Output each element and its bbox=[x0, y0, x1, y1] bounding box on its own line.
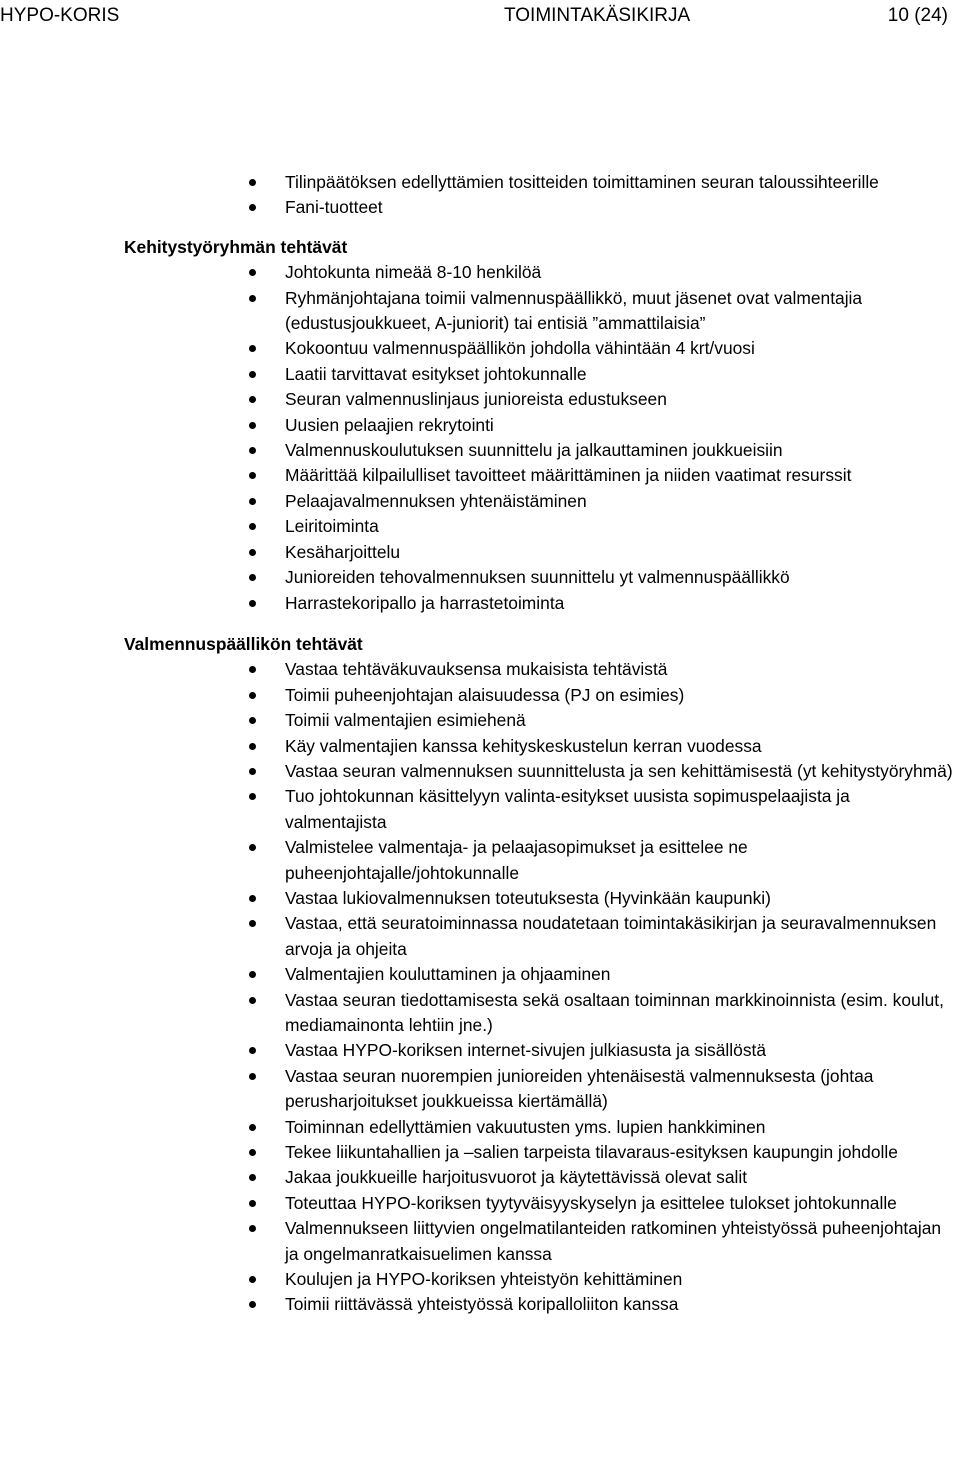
bullet-icon bbox=[249, 793, 256, 800]
list-item-text: Ryhmänjohtajana toimii valmennuspäällikkö, muut jäsenet ovat valmentajia (edustusjoukkueet, A-juniorit) tai entisiä ”ammattilaisia” bbox=[285, 287, 863, 334]
list-item bbox=[0, 1140, 960, 1165]
list-item bbox=[0, 413, 960, 438]
list-item-text: Uusien pelaajien rekrytointi bbox=[285, 414, 494, 435]
document-body bbox=[0, 170, 960, 1318]
list-item bbox=[0, 988, 960, 1039]
list-item-text: Vastaa tehtäväkuvauksensa mukaisista tehtävistä bbox=[285, 659, 668, 680]
list-item-text: Käy valmentajien kanssa kehityskeskustelun kerran vuodessa bbox=[285, 735, 762, 756]
list-item-text: Jakaa joukkueille harjoitusvuorot ja käytettävissä olevat salit bbox=[285, 1167, 748, 1188]
list-item bbox=[0, 1115, 960, 1140]
list-item-text: Toteuttaa HYPO-koriksen tyytyväisyyskyselyn ja esittelee tulokset johtokunnalle bbox=[285, 1192, 897, 1213]
bullet-icon bbox=[249, 549, 256, 556]
bullet-icon bbox=[249, 498, 256, 505]
section-heading-valmennuspaallikko: Valmennuspäällikön tehtävät bbox=[124, 633, 363, 654]
list-item bbox=[0, 540, 960, 565]
list-item-text: Leiritoiminta bbox=[285, 516, 379, 537]
bullet-icon bbox=[249, 523, 256, 530]
bullet-icon bbox=[249, 1200, 256, 1207]
bullet-icon bbox=[249, 666, 256, 673]
bullet-icon bbox=[249, 269, 256, 276]
list-item-text: Toiminnan edellyttämien vakuutusten yms. lupien hankkiminen bbox=[285, 1116, 766, 1137]
list-item bbox=[0, 1165, 960, 1190]
bullet-icon bbox=[249, 447, 256, 454]
list-item bbox=[0, 387, 960, 412]
list-item-text: Junioreiden tehovalmennuksen suunnittelu yt valmennuspäällikkö bbox=[285, 567, 790, 588]
bullet-icon bbox=[249, 717, 256, 724]
bullet-icon bbox=[249, 204, 256, 211]
list-item-text: Valmistelee valmentaja- ja pelaajasopimukset ja esittelee ne puheenjohtajalle/johtokunnalle bbox=[285, 837, 748, 883]
bullet-icon bbox=[249, 371, 256, 378]
bullet-icon bbox=[249, 1124, 256, 1131]
list-item bbox=[0, 886, 960, 911]
list-item bbox=[0, 835, 960, 886]
list-item bbox=[0, 565, 960, 590]
list-item bbox=[0, 514, 960, 539]
bullet-icon bbox=[249, 574, 256, 581]
bullet-icon bbox=[249, 1073, 256, 1080]
list-item bbox=[0, 336, 960, 361]
list-item bbox=[0, 784, 960, 835]
list-item bbox=[0, 286, 960, 337]
bullet-icon bbox=[249, 743, 256, 750]
list-item bbox=[0, 683, 960, 708]
list-item-text: Toimii riittävässä yhteistyössä koripalloliiton kanssa bbox=[285, 1294, 679, 1315]
list-item-text: Seuran valmennuslinjaus junioreista edustukseen bbox=[285, 389, 667, 410]
bullet-icon bbox=[249, 1301, 256, 1308]
bullet-icon bbox=[249, 179, 256, 186]
list-item bbox=[0, 1064, 960, 1115]
list-item bbox=[0, 438, 960, 463]
bullet-icon bbox=[249, 1225, 256, 1232]
list-item-text: Tilinpäätöksen edellyttämien tositteiden toimittaminen seuran taloussihteerille bbox=[285, 172, 879, 192]
list-item bbox=[0, 708, 960, 733]
list-item-text: Harrastekoripallo ja harrastetoiminta bbox=[285, 592, 565, 613]
list-item-text: Koulujen ja HYPO-koriksen yhteistyön kehittäminen bbox=[285, 1269, 683, 1290]
bullet-icon bbox=[249, 1149, 256, 1156]
bullet-icon bbox=[249, 472, 256, 479]
list-item-text: Vastaa seuran tiedottamisesta sekä osaltaan toiminnan markkinoinnista (esim. koulut, mediamainonta lehtiin jne.) bbox=[285, 989, 944, 1035]
intro-list bbox=[0, 170, 960, 221]
bullet-icon bbox=[249, 1047, 256, 1054]
list-item bbox=[0, 463, 960, 488]
list-item-text: Valmennuskoulutuksen suunnittelu ja jalkauttaminen joukkueisiin bbox=[285, 440, 783, 461]
bullet-icon bbox=[249, 422, 256, 429]
bullet-icon bbox=[249, 692, 256, 699]
bullet-icon bbox=[249, 345, 256, 352]
kehitystyoryhma-list bbox=[0, 260, 960, 616]
list-item-text: Laatii tarvittavat esitykset johtokunnalle bbox=[285, 363, 587, 384]
list-item bbox=[0, 260, 960, 285]
bullet-icon bbox=[249, 997, 256, 1004]
bullet-icon bbox=[249, 768, 256, 775]
list-item bbox=[0, 759, 960, 784]
list-item bbox=[0, 362, 960, 387]
bullet-icon bbox=[249, 295, 256, 302]
valmennuspaallikko-list bbox=[0, 657, 960, 1318]
bullet-icon bbox=[249, 396, 256, 403]
list-item-text: Fani-tuotteet bbox=[285, 197, 383, 218]
bullet-icon bbox=[249, 844, 256, 851]
list-item bbox=[0, 195, 960, 220]
list-item-text: Vastaa, että seuratoiminnassa noudatetaan toimintakäsikirjan ja seuravalmennuksen arvoja ja ohjeita bbox=[285, 913, 937, 959]
list-item-text: Toimii valmentajien esimiehenä bbox=[285, 710, 526, 731]
list-item-text: Vastaa HYPO-koriksen internet-sivujen julkiasusta ja sisällöstä bbox=[285, 1040, 767, 1061]
bullet-icon bbox=[249, 971, 256, 978]
page-header bbox=[0, 3, 960, 29]
header-document-title: TOIMINTAKÄSIKIRJA bbox=[504, 5, 691, 26]
list-item-text: Määrittää kilpailulliset tavoitteet määrittäminen ja niiden vaatimat resurssit bbox=[285, 465, 852, 486]
list-item-text: Vastaa lukiovalmennuksen toteutuksesta (Hyvinkään kaupunki) bbox=[285, 887, 771, 908]
bullet-icon bbox=[249, 1276, 256, 1283]
header-page-number: 10 (24) bbox=[887, 5, 948, 26]
list-item-text: Kesäharjoittelu bbox=[285, 541, 401, 562]
list-item bbox=[0, 962, 960, 987]
list-item-text: Vastaa seuran valmennuksen suunnittelusta ja sen kehittämisestä (yt kehitystyöryhmä) bbox=[285, 760, 953, 781]
list-item-text: Valmennukseen liittyvien ongelmatilanteiden ratkominen yhteistyössä puheenjohtajan ja ongelmanratkaisuelimen kanssa bbox=[285, 1218, 942, 1264]
list-item bbox=[0, 1216, 960, 1267]
list-item-text: Tekee liikuntahallien ja –salien tarpeista tilavaraus-esityksen kaupungin johdolle bbox=[285, 1142, 898, 1163]
list-item bbox=[0, 1191, 960, 1216]
list-item-text: Valmentajien kouluttaminen ja ohjaaminen bbox=[285, 964, 611, 985]
list-item bbox=[0, 1292, 960, 1317]
list-item bbox=[0, 170, 960, 195]
list-item bbox=[0, 657, 960, 682]
list-item bbox=[0, 489, 960, 514]
list-item-text: Toimii puheenjohtajan alaisuudessa (PJ on esimies) bbox=[285, 684, 685, 705]
bullet-icon bbox=[249, 1174, 256, 1181]
list-item bbox=[0, 911, 960, 962]
list-item-text: Pelaajavalmennuksen yhtenäistäminen bbox=[285, 490, 587, 511]
list-item-text: Vastaa seuran nuorempien junioreiden yhtenäisestä valmennuksesta (johtaa perusharjoitukset joukkueissa kiertämällä) bbox=[285, 1065, 874, 1112]
section-heading-kehitystyoryhma: Kehitystyöryhmän tehtävät bbox=[124, 236, 348, 257]
header-org-name: HYPO-KORIS bbox=[0, 5, 120, 26]
list-item bbox=[0, 591, 960, 616]
bullet-icon bbox=[249, 600, 256, 607]
list-item-text: Johtokunta nimeää 8-10 henkilöä bbox=[285, 262, 542, 283]
list-item bbox=[0, 1038, 960, 1063]
list-item bbox=[0, 734, 960, 759]
bullet-icon bbox=[249, 895, 256, 902]
list-item bbox=[0, 1267, 960, 1292]
list-item-text: Tuo johtokunnan käsittelyyn valinta-esitykset uusista sopimuspelaajista ja valmentajista bbox=[285, 786, 850, 832]
list-item-text: Kokoontuu valmennuspäällikön johdolla vähintään 4 krt/vuosi bbox=[285, 338, 755, 359]
bullet-icon bbox=[249, 920, 256, 927]
